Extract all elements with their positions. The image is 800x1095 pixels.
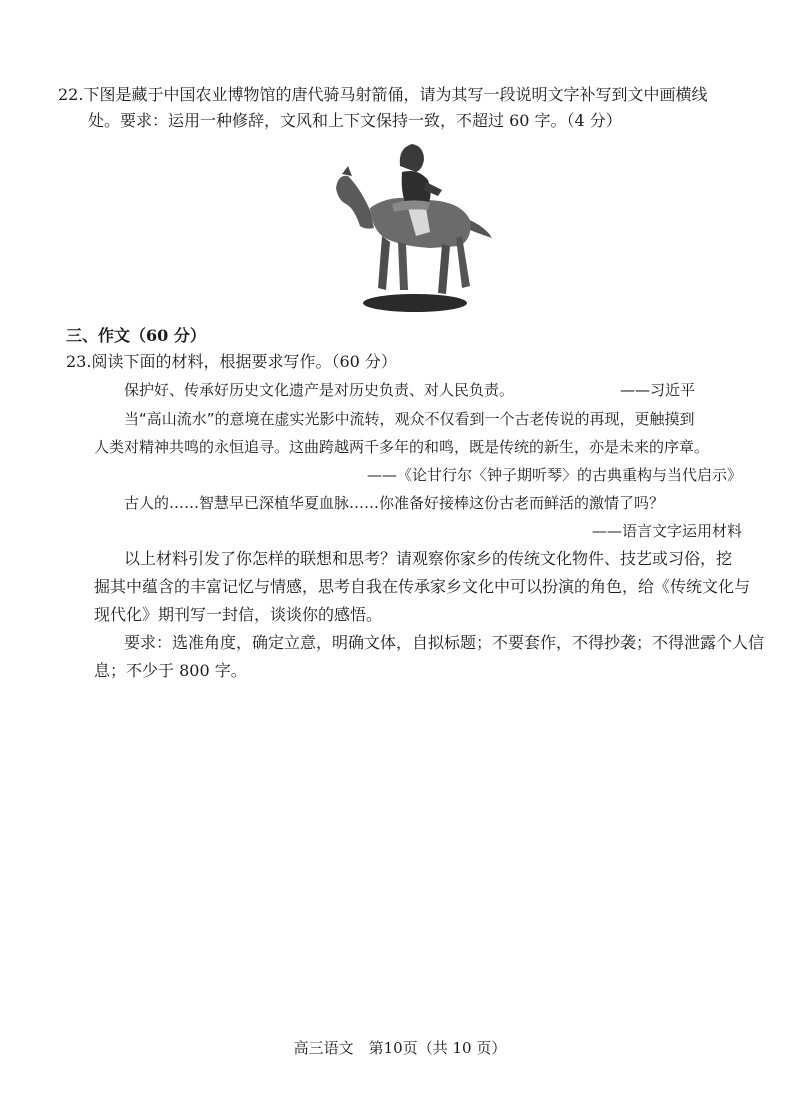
prompt-line3: 现代化》期刊写一封信，谈谈你的感悟。 — [94, 605, 383, 624]
page-footer: 高三语文 第10页（共 10 页） — [293, 1039, 507, 1057]
requirement-line2: 息；不少于 800 字。 — [94, 661, 247, 680]
requirement-line1: 要求：选准角度，确定立意，明确文体，自拟标题；不要套作，不得抄袭；不得泄露个人信 — [124, 633, 765, 652]
para3-text: 古人的……智慧早已深植华夏血脉……你准备好接棒这份古老而鲜活的激情了吗？ — [124, 494, 665, 512]
prompt-line2: 掘其中蕴含的丰富记忆与情感，思考自我在传承家乡文化中可以扮演的角色，给《传统文化与 — [94, 577, 751, 596]
para2-line2: 人类对精神共鸣的永恒追寻。这曲跨越两千多年的和鸣，既是传统的新生，亦是未来的序章。 — [94, 438, 710, 456]
para2-line1: 当“高山流水”的意境在虚实光影中流转，观众不仅看到一个古老传说的再现，更触摸到 — [124, 410, 695, 428]
q23-title: 23.阅读下面的材料，根据要求写作。（60 分） — [66, 352, 397, 371]
para2-source: ——《论甘行尔〈钟子期听琴〉的古典重构与当代启示》 — [366, 466, 742, 484]
quote1-text: 保护好、传承好历史文化遗产是对历史负责、对人民负责。 — [124, 381, 515, 399]
para3-source: ——语言文字运用材料 — [591, 522, 742, 540]
quote1-source: ——习近平 — [620, 381, 696, 399]
section3-title: 三、作文（60 分） — [66, 326, 206, 345]
q22-line1: 22.下图是藏于中国农业博物馆的唐代骑马射箭俑，请为其写一段说明文字补写到文中画横线 — [58, 85, 708, 104]
prompt-line1: 以上材料引发了你怎样的联想和思考？请观察你家乡的传统文化物件、技艺或习俗，挖 — [124, 549, 733, 568]
q22-line2: 处。要求：运用一种修辞，文风和上下文保持一致，不超过 60 字。（4 分） — [88, 111, 622, 130]
horse-rider-figurine-image — [330, 138, 495, 313]
